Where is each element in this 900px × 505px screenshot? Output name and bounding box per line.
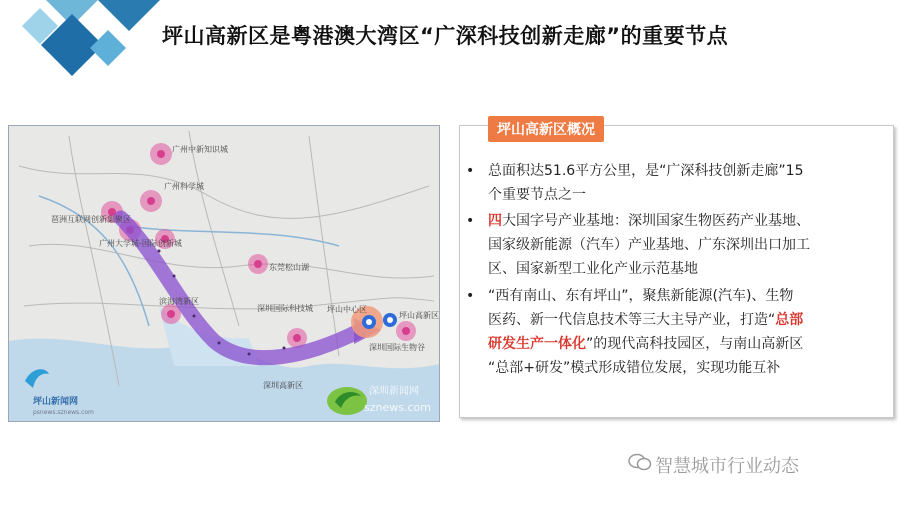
corner-decoration	[0, 0, 170, 80]
bullet-3: •	[466, 288, 475, 304]
svg-text:琶洲互联网创新集聚区: 琶洲互联网创新集聚区	[51, 215, 131, 224]
svg-text:坪山高新区: 坪山高新区	[399, 311, 439, 320]
overview-tag: 坪山高新区概况	[488, 116, 604, 142]
svg-text:东莞松山湖: 东莞松山湖	[269, 263, 309, 272]
wechat-icon	[628, 452, 652, 472]
svg-text:滨海湾新区: 滨海湾新区	[159, 297, 199, 306]
svg-text:深圳国际科技城: 深圳国际科技城	[257, 304, 313, 313]
svg-text:广州中新知识城: 广州中新知识城	[172, 145, 228, 154]
svg-text:深圳高新区: 深圳高新区	[263, 381, 303, 390]
bullet-2: •	[466, 213, 475, 229]
svg-text:深圳新闻网: 深圳新闻网	[369, 386, 419, 397]
svg-text:坪山中心区: 坪山中心区	[327, 305, 367, 314]
overview-point-area: 总面积达51.6平方公里，是“广深科技创新走廊”15 个重要节点之一	[488, 163, 804, 203]
svg-text:广州科学城: 广州科学城	[164, 182, 204, 191]
bullet-1: •	[466, 163, 475, 179]
svg-text:坪山新闻网: 坪山新闻网	[33, 397, 79, 407]
svg-text:sznews.com: sznews.com	[364, 401, 431, 414]
sznews-logo-icon	[327, 387, 367, 415]
region-map	[8, 125, 440, 422]
footer-watermark: 智慧城市行业动态	[655, 456, 799, 477]
svg-text:深圳国际生物谷: 深圳国际生物谷	[369, 343, 425, 352]
svg-text:psnews.sznews.com: psnews.sznews.com	[33, 409, 94, 416]
overview-point-bases: 四大国字号产业基地：深圳国家生物医药产业基地、 国家级新能源（汽车）产业基地、广东深圳出口加工 区、国家新型工业化产业示范基地	[488, 213, 810, 277]
slide-title: 坪山高新区是粤港澳大湾区“广深科技创新走廊”的重要节点	[162, 24, 729, 48]
svg-text:广州大学城-国际创新城: 广州大学城-国际创新城	[99, 239, 182, 248]
map-canvas	[9, 126, 439, 421]
overview-point-industries: “西有南山、东有坪山”，聚焦新能源(汽车)、生物 医药、新一代信息技术等三大主导产业，打造“总部 研发生产一体化”的现代高科技园区，与南山高新区 “总部+研发”模式形成错位发展，实现功能互补	[488, 288, 804, 376]
